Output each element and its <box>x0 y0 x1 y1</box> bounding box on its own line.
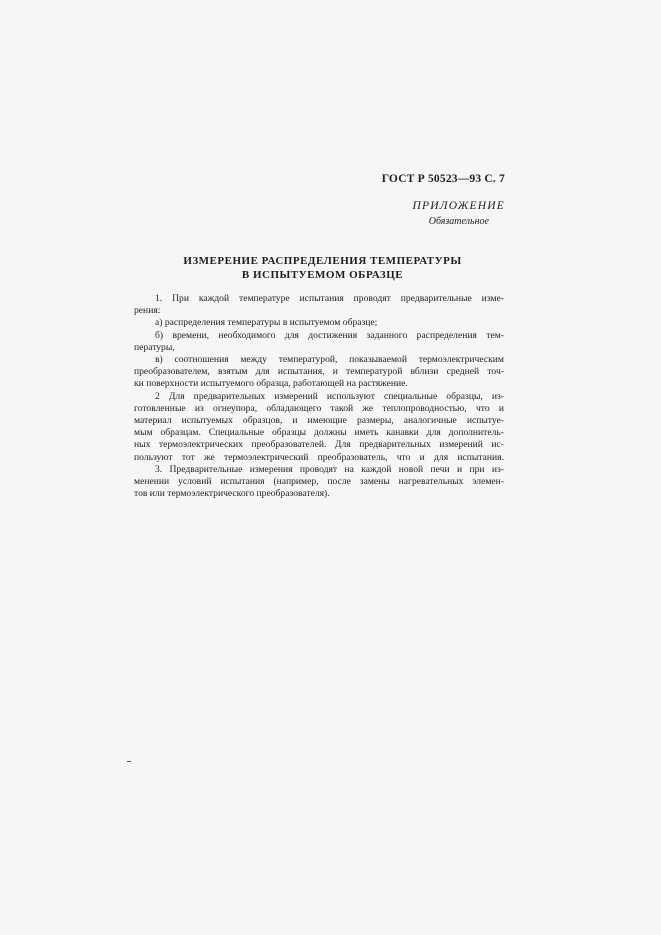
standard-header: ГОСТ Р 50523—93 С. 7 <box>381 173 505 185</box>
annex-title: ПРИЛОЖЕНИЕ <box>412 200 505 212</box>
body-line: а) распределения температуры в испытуемом образце; <box>155 317 378 329</box>
body-line: мым образцам. Специальные образцы должны иметь канавки для дополнитель- <box>134 427 504 439</box>
body-line: преобразователем, взятым для испытания, и температурой вблизи средней точ- <box>134 366 504 378</box>
section-title-line-1: ИЗМЕРЕНИЕ РАСПРЕДЕЛЕНИЯ ТЕМПЕРАТУРЫ <box>183 255 462 267</box>
body-line: материал испытуемых образцов, и имеющие размеры, аналогичные испытуе- <box>134 415 504 427</box>
body-line: пературы, <box>134 341 175 353</box>
body-line: тов или термоэлектрического преобразователя). <box>134 488 330 500</box>
section-title-line-2: В ИСПЫТУЕМОМ ОБРАЗЦЕ <box>241 269 404 281</box>
body-line: 1. При каждой температуре испытания проводят предварительные изме- <box>155 293 504 304</box>
body-line: рения: <box>134 305 161 317</box>
body-line: пользуют тот же термоэлектрический преобразователь, что и для испытания. <box>134 451 504 463</box>
section-title <box>150 254 495 282</box>
body-line: 2 Для предварительных измерений используют специальные образцы, из- <box>155 390 504 402</box>
body-line: в) соотношения между температурой, показываемой термоэлектрическим <box>155 354 504 366</box>
body-line: готовленные из огнеупора, обладающего такой же теплопроводностью, что и <box>134 402 504 414</box>
body-line: ных термоэлектрических преобразователей. Для предварительных измерений ис- <box>134 439 504 451</box>
scan-mark <box>127 761 131 762</box>
annex-subtitle: Обязательное <box>428 216 489 227</box>
body-line: менении условий испытания (например, после замены нагревательных элемен- <box>134 476 504 488</box>
body-text <box>134 293 504 500</box>
body-line: б) времени, необходимого для достижения заданного распределения тем- <box>155 329 504 341</box>
body-line: ки поверхности испытуемого образца, работающей на растяжение. <box>134 378 408 390</box>
body-line: 3. Предварительные измерения проводят на каждой новой печи и при из- <box>155 463 504 475</box>
